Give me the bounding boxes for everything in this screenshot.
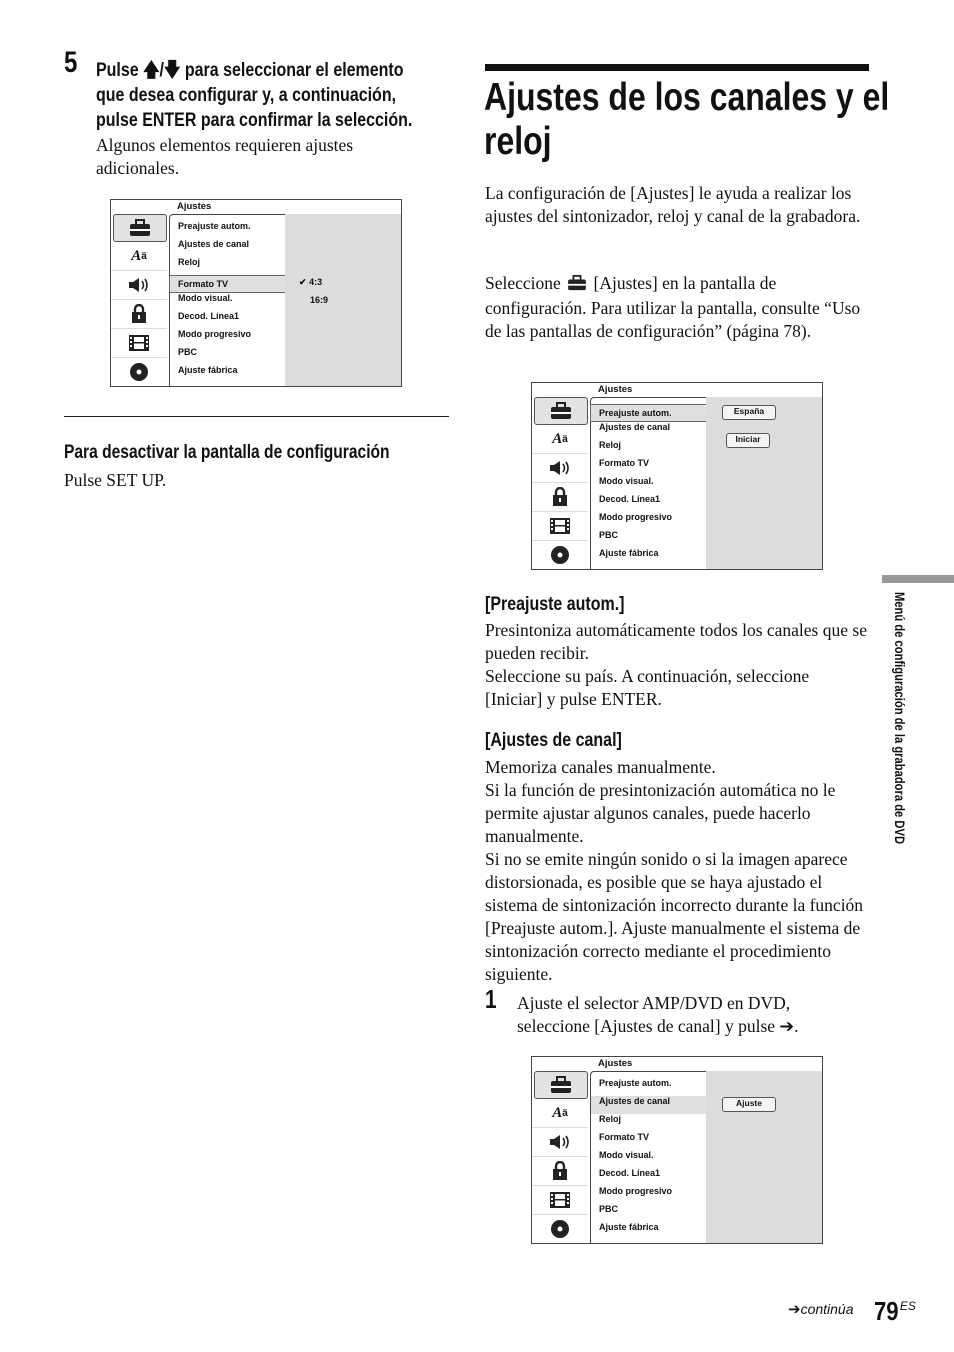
menu-item[interactable]: Reloj <box>178 257 201 267</box>
preajuste-text: Presintoniza automáticamente todos los canales que se pueden recibir. Seleccione su país. A continuación, seleccione [Iniciar] y pulse ENTER. <box>485 620 867 709</box>
menu-item[interactable]: Ajuste fábrica <box>178 365 238 375</box>
adjust-button[interactable]: Ajuste <box>722 1097 776 1112</box>
menu-item-selected[interactable]: Formato TV <box>169 275 286 293</box>
option-4-3[interactable]: ✔ 4:3 <box>299 277 323 287</box>
toolbox-icon <box>567 274 587 297</box>
menu-item[interactable]: Modo progresivo <box>178 329 252 339</box>
menu-item[interactable]: Ajustes de canal <box>178 239 250 249</box>
language-icon: A ä <box>111 242 167 271</box>
step1-text: Ajuste el selector AMP/DVD en DVD, seleccione [Ajustes de canal] y pulse ➔. <box>517 993 799 1037</box>
step-number: 1 <box>485 984 497 1014</box>
divider <box>64 416 449 417</box>
deactivate-text: Pulse SET UP. <box>64 470 167 490</box>
country-button[interactable]: España <box>722 405 776 420</box>
start-button[interactable]: Iniciar <box>726 433 770 448</box>
menu-item[interactable]: Ajustes de canal <box>599 422 671 432</box>
speaker-icon <box>111 271 167 300</box>
menu-item-selected[interactable]: Preajuste autom. <box>590 404 707 422</box>
menu-item[interactable]: Reloj <box>599 1114 622 1124</box>
disc-icon <box>532 1215 588 1243</box>
menu-item[interactable]: Ajuste fábrica <box>599 1222 659 1232</box>
ajustes-canal-text: Memoriza canales manualmente. Si la función de presintonización automática no le permite ajustar algunos canales, puede hacerlo manualmente. Si no se emite ningún sonido o si la imagen aparece distorsionada, es posible que se haya ajustado el sistema de sintonización incorrecto durante la función [Preajuste autom.]. Ajuste manualmente el sistema de sintonización correcto mediante el procedimiento siguiente. <box>485 757 864 984</box>
disc-icon <box>111 358 167 386</box>
film-icon <box>111 329 167 358</box>
setup-screen-preajuste <box>531 382 823 570</box>
film-icon <box>532 512 588 541</box>
lock-icon <box>532 483 588 512</box>
screen-title: Ajustes <box>177 201 212 212</box>
section-intro: La configuración de [Ajustes] le ayuda a realizar los ajustes del sintonizador, reloj y canal de la grabadora. <box>485 183 861 226</box>
menu-item[interactable]: Preajuste autom. <box>178 221 251 231</box>
menu-item[interactable]: PBC <box>599 530 619 540</box>
toolbox-icon <box>113 214 167 242</box>
deactivate-heading: Para desactivar la pantalla de configuración <box>64 442 390 463</box>
menu-item[interactable]: Modo visual. <box>178 293 233 303</box>
menu-item[interactable]: Modo visual. <box>599 1150 654 1160</box>
menu-item[interactable]: Formato TV <box>599 1132 650 1142</box>
setup-screen-formato-tv <box>110 199 402 387</box>
sidebar-section-label: Menú de configuración de la grabadora de DVD <box>892 592 908 845</box>
page-number: $79^{ES}$ <box>874 1296 916 1326</box>
speaker-icon <box>532 1128 588 1157</box>
menu-item[interactable]: Preajuste autom. <box>599 1078 672 1088</box>
section-title: Ajustes de los canales y el reloj <box>484 76 890 163</box>
option-16-9[interactable]: 16:9 <box>310 295 329 305</box>
select-instruction: Seleccione [Ajustes] en la pantalla de configuración. Para utilizar la pantalla, consulte “Uso de las pantallas de configuración” (página 78). <box>485 273 861 341</box>
menu-item[interactable]: Decod. Línea1 <box>178 311 240 321</box>
checkmark-icon: ✔ <box>299 277 307 287</box>
lock-icon <box>111 300 167 329</box>
step-instruction: Pulse 🡅/🡇 para seleccionar el elemento que desea configurar y, a continuación, pulse ENTER para confirmar la selección. <box>96 59 413 131</box>
film-icon <box>532 1186 588 1215</box>
menu-item[interactable]: Modo visual. <box>599 476 654 486</box>
language-icon: A ä <box>532 1099 588 1128</box>
toolbox-icon <box>534 397 588 425</box>
footer-continues: ➔continúa <box>788 1300 854 1318</box>
menu-item[interactable]: Decod. Línea1 <box>599 1168 661 1178</box>
toolbox-icon <box>534 1071 588 1099</box>
menu-item[interactable]: Modo progresivo <box>599 512 673 522</box>
menu-item[interactable]: PBC <box>599 1204 619 1214</box>
menu-item[interactable]: Reloj <box>599 440 622 450</box>
setup-screen-ajustes-canal <box>531 1056 823 1244</box>
screen-title: Ajustes <box>598 384 633 395</box>
menu-item[interactable]: Formato TV <box>599 458 650 468</box>
menu-item[interactable]: PBC <box>178 347 198 357</box>
language-icon: A ä <box>532 425 588 454</box>
menu-item[interactable]: Modo progresivo <box>599 1186 673 1196</box>
screen-title: Ajustes <box>598 1058 633 1069</box>
menu-item-selected[interactable]: Ajustes de canal <box>591 1096 706 1114</box>
up-down-arrow-icon: 🡅/🡇 <box>143 59 181 81</box>
speaker-icon <box>532 454 588 483</box>
right-arrow-icon: ➔ <box>779 1017 795 1037</box>
step-note: Algunos elementos requieren ajustes adicionales. <box>96 135 354 178</box>
preajuste-heading: [Preajuste autom.] <box>485 593 625 615</box>
sidebar-tab-bar <box>882 575 954 583</box>
menu-item[interactable]: Ajuste fábrica <box>599 548 659 558</box>
lock-icon <box>532 1157 588 1186</box>
right-arrow-icon: ➔ <box>788 1300 801 1318</box>
ajustes-canal-heading: [Ajustes de canal] <box>485 729 622 751</box>
title-rule <box>485 64 869 71</box>
step-number: 5 <box>64 46 78 79</box>
menu-item[interactable]: Decod. Línea1 <box>599 494 661 504</box>
disc-icon <box>532 541 588 569</box>
